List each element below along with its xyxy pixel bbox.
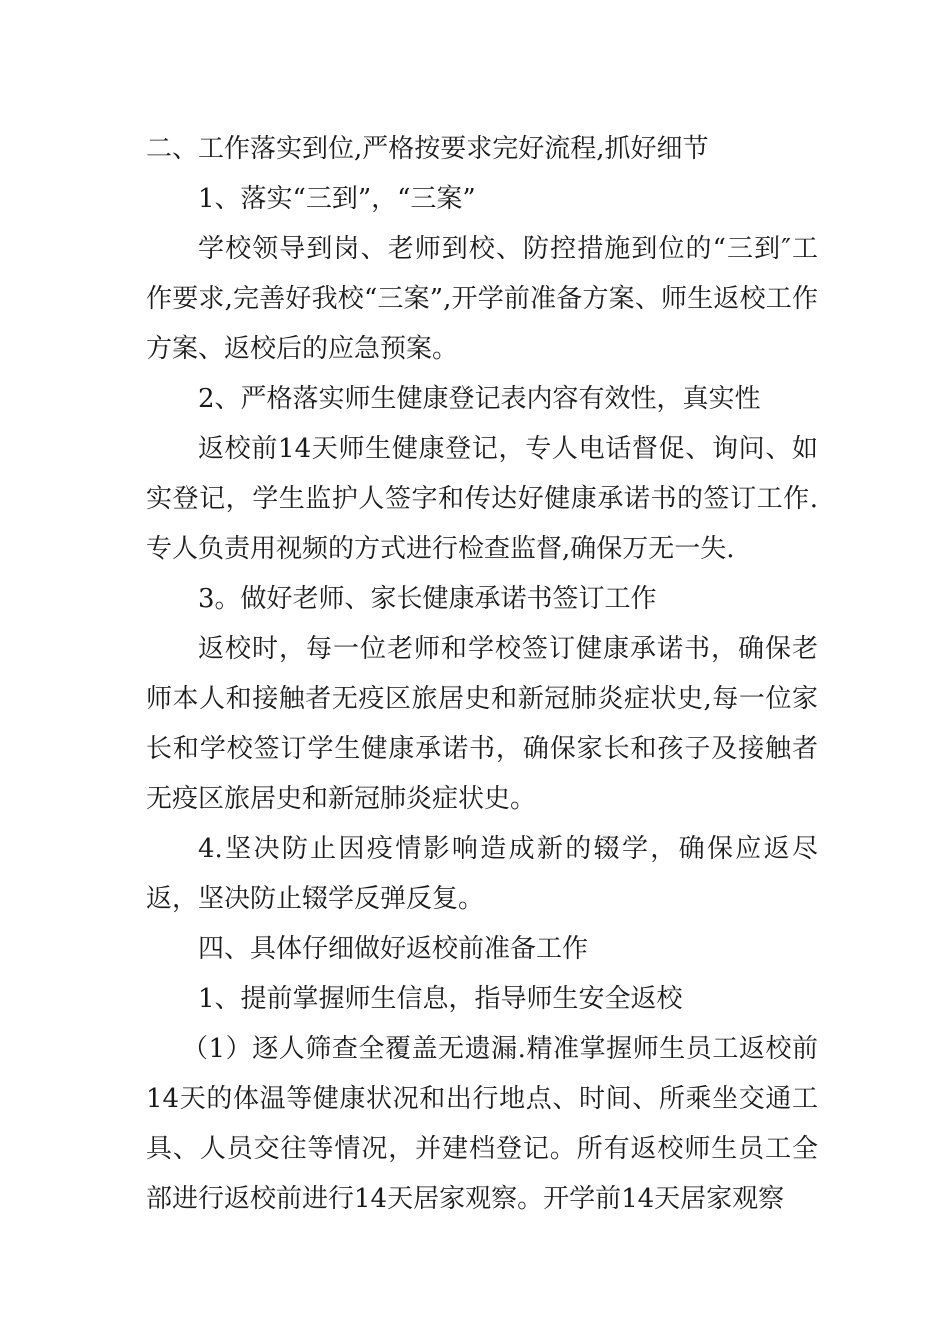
subheading-2: 2、严格落实师生健康登记表内容有效性，真实性 <box>198 384 761 414</box>
subheading-4-1: 1、提前掌握师生信息，指导师生安全返校 <box>198 984 683 1014</box>
paragraph-prevent-dropout: 4.坚决防止因疫情影响造成新的辍学，确保应返尽返，坚决防止辍学反弹反复。 <box>146 834 818 914</box>
paragraph-screening: （1）逐人筛查全覆盖无遗漏.精准掌握师生员工返校前14天的体温等健康状况和出行地点、时间、所乘坐交通工具、人员交往等情况，并建档登记。所有返校师生员工全部进行返校前进行14天居家观察。开学前14天居家观察 <box>146 1034 818 1214</box>
paragraph-health-registration: 返校前14天师生健康登记，专人电话督促、询问、如实登记，学生监护人签字和传达好健康承诺书的签订工作.专人负责用视频的方式进行检查监督,确保万无一失. <box>146 434 818 564</box>
document-body <box>146 124 818 1224</box>
subheading-1: 1、落实“三到”，“三案” <box>198 184 476 214</box>
section-heading-4: 四、具体仔细做好返校前准备工作 <box>198 934 589 964</box>
subheading-3: 3。做好老师、家长健康承诺书签订工作 <box>198 584 657 614</box>
paragraph-three-arrivals: 学校领导到岗、老师到校、防控措施到位的“三到″工作要求,完善好我校“三案”,开学前准备方案、师生返校工作方案、返校后的应急预案。 <box>146 234 818 364</box>
section-heading-2: 二、工作落实到位,严格按要求完好流程,抓好细节 <box>146 134 709 164</box>
paragraph-health-pledge: 返校时，每一位老师和学校签订健康承诺书，确保老师本人和接触者无疫区旅居史和新冠肺炎症状史,每一位家长和学校签订学生健康承诺书，确保家长和孩子及接触者无疫区旅居史和新冠肺炎症状史。 <box>146 634 818 814</box>
